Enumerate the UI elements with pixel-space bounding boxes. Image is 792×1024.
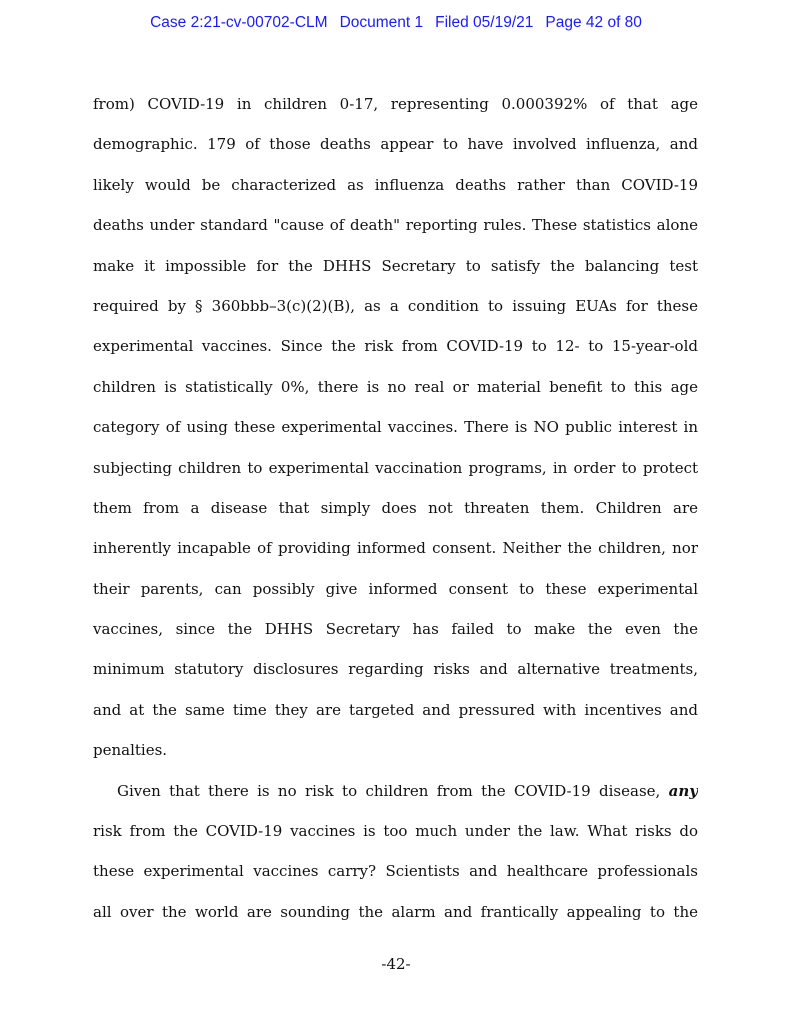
body-line: these experimental vaccines carry? Scientists and healthcare professionals <box>93 862 698 881</box>
body-line: deaths under standard "cause of death" reporting rules. These statistics alone <box>93 216 698 235</box>
body-line: risk from the COVID-19 vaccines is too much under the law. What risks do <box>93 822 698 841</box>
page-of-total: Page 42 of 80 <box>545 14 642 31</box>
body-line: minimum statutory disclosures regarding risks and alternative treatments, <box>93 660 698 679</box>
case-number: Case 2:21-cv-00702-CLM <box>150 14 328 31</box>
body-line: all over the world are sounding the alarm and frantically appealing to the <box>93 902 698 921</box>
body-line: penalties. <box>93 741 168 760</box>
body-line: category of using these experimental vaccines. There is NO public interest in <box>93 418 698 437</box>
paragraph2-first-line <box>93 771 698 811</box>
body-line: required by § 360bbb–3(c)(2)(B), as a condition to issuing EUAs for these <box>93 296 698 315</box>
body-line: them from a disease that simply does not threaten them. Children are <box>93 498 698 517</box>
body-line: subjecting children to experimental vaccination programs, in order to protect <box>93 458 698 477</box>
emphasis-any: any <box>668 781 698 800</box>
body-line: vaccines, since the DHHS Secretary has failed to make the even the <box>93 620 698 639</box>
body-line: experimental vaccines. Since the risk from COVID-19 to 12- to 15-year-old <box>93 337 698 356</box>
document-number: Document 1 <box>339 14 424 31</box>
page-number: -42- <box>381 955 411 973</box>
body-line: and at the same time they are targeted and pressured with incentives and <box>93 700 698 719</box>
filed-date: Filed 05/19/21 <box>435 14 534 31</box>
body-line: likely would be characterized as influenza deaths rather than COVID-19 <box>93 175 698 194</box>
body-line: from) COVID-19 in children 0-17, representing 0.000392% of that age <box>93 95 698 113</box>
body-line: inherently incapable of providing informed consent. Neither the children, nor <box>93 539 698 558</box>
body-text <box>93 84 698 932</box>
body-line: children is statistically 0%, there is no real or material benefit to this age <box>93 377 698 396</box>
case-header <box>0 13 792 33</box>
body-line: make it impossible for the DHHS Secretary to satisfy the balancing test <box>93 256 698 275</box>
paragraph2-lead-text: Given that there is no risk to children from the COVID-19 disease, <box>117 781 661 800</box>
body-line: demographic. 179 of those deaths appear to have involved influenza, and <box>93 135 698 154</box>
body-line: their parents, can possibly give informed consent to these experimental <box>93 579 698 598</box>
